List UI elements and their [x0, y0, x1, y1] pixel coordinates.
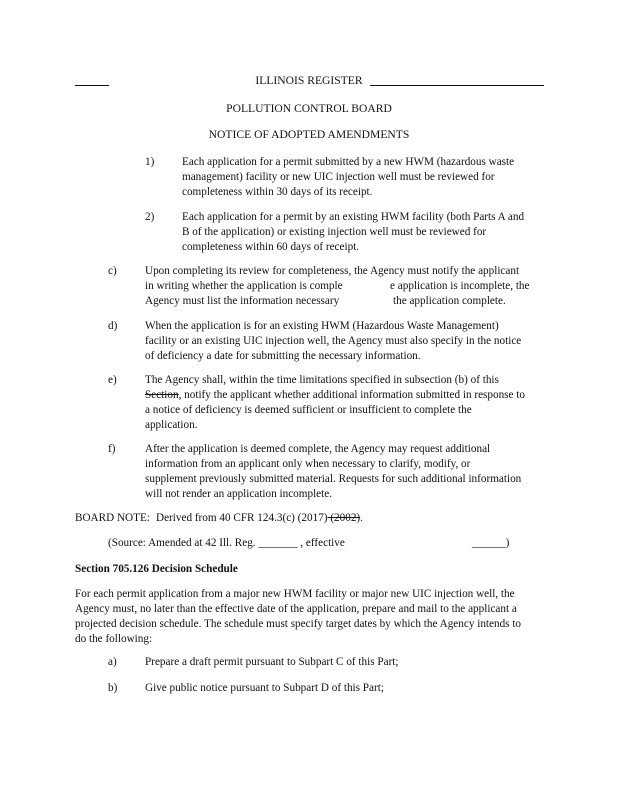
subsection-f-number: f) — [108, 443, 116, 455]
item-1-line-1: Each application for a permit submitted by a new HWM (hazardous waste — [182, 156, 515, 168]
section-para-line-2: Agency must, no later than the effective date of the application, prepare and mail to the applicant a — [75, 603, 517, 615]
subsection-c-line-3a: Agency must list the information necessary — [145, 295, 340, 307]
notice-title: NOTICE OF ADOPTED AMENDMENTS — [208, 128, 410, 141]
source-note: (Source: Amended at 42 Ill. Reg. _______ , effective — [108, 537, 345, 549]
subsection-f-line-1: After the application is deemed complete, the Agency may request additional — [145, 443, 491, 455]
section-para-line-4: do the following: — [75, 633, 153, 645]
subsection-e-line-3: a notice of deficiency is deemed sufficient or insufficient to complete the — [145, 404, 472, 416]
subsection-f-line-2: information from an applicant only when necessary to clarify, modify, or — [145, 458, 471, 470]
list-item-a-number: a) — [108, 656, 117, 668]
item-2-line-2: B of the application) or existing injection well must be reviewed for — [182, 226, 487, 238]
subsection-e-line-2 — [145, 388, 525, 403]
source-note-end: ______) — [472, 537, 510, 549]
item-1-number: 1) — [145, 156, 155, 168]
item-1-line-2: management) facility or new UIC injection well must be reviewed for — [182, 171, 495, 183]
board-note-struck-year: (2002) — [327, 512, 361, 524]
subsection-c-number: c) — [108, 265, 117, 277]
subsection-c-line-2b: e application is incomplete, the — [390, 280, 530, 292]
section-para-line-3: projected decision schedule. The schedule must specify target dates by which the Agency intends to — [75, 618, 522, 630]
subsection-f-line-4: will not render an application incomplete. — [145, 488, 333, 500]
list-item-a-text: Prepare a draft permit pursuant to Subpart C of this Part; — [145, 656, 399, 668]
subsection-c-line-1: Upon completing its review for completeness, the Agency must notify the applicant — [145, 265, 520, 277]
subsection-d-line-2: facility or an existing UIC injection well, the Agency must also specify in the notice — [145, 335, 522, 347]
list-item-b-number: b) — [108, 682, 118, 694]
subsection-e-line-2-rest: , notify the applicant whether additional information submitted in response to — [178, 389, 525, 401]
register-title: ILLINOIS REGISTER — [255, 74, 363, 87]
subsection-c-line-3b: the application complete. — [393, 295, 506, 307]
board-title: POLLUTION CONTROL BOARD — [226, 102, 392, 115]
subsection-e-line-1: The Agency shall, within the time limitations specified in subsection (b) of this — [145, 374, 499, 386]
subsection-e-number: e) — [108, 374, 117, 386]
struck-section-word: Section — [145, 389, 179, 401]
board-note-period: . — [360, 512, 363, 524]
section-heading: Section 705.126 Decision Schedule — [75, 563, 238, 575]
subsection-d-line-3: of deficiency a date for submitting the necessary information. — [145, 350, 421, 362]
item-2-number: 2) — [145, 211, 155, 223]
list-item-b-text: Give public notice pursuant to Subpart D of this Part; — [145, 682, 384, 694]
item-2-line-1: Each application for a permit by an existing HWM facility (both Parts A and — [182, 211, 525, 223]
board-note-label: BOARD NOTE: — [75, 512, 150, 524]
subsection-c-line-2a: in writing whether the application is comple — [145, 280, 343, 292]
subsection-d-number: d) — [108, 320, 118, 332]
item-2-line-3: completeness within 60 days of receipt. — [182, 241, 360, 253]
subsection-d-line-1: When the application is for an existing HWM (Hazardous Waste Management) — [145, 320, 499, 332]
subsection-f-line-3: supplement previously submitted material. Requests for such additional information — [145, 473, 522, 485]
board-note-citation: Derived from 40 CFR 124.3(c) (2017) — [156, 512, 328, 524]
item-1-line-3: completeness within 30 days of its receipt. — [182, 186, 373, 198]
board-note-text — [156, 511, 363, 526]
subsection-e-line-4: application. — [145, 419, 198, 431]
section-para-line-1: For each permit application from a major new HWM facility or major new UIC injection well, the — [75, 588, 515, 600]
